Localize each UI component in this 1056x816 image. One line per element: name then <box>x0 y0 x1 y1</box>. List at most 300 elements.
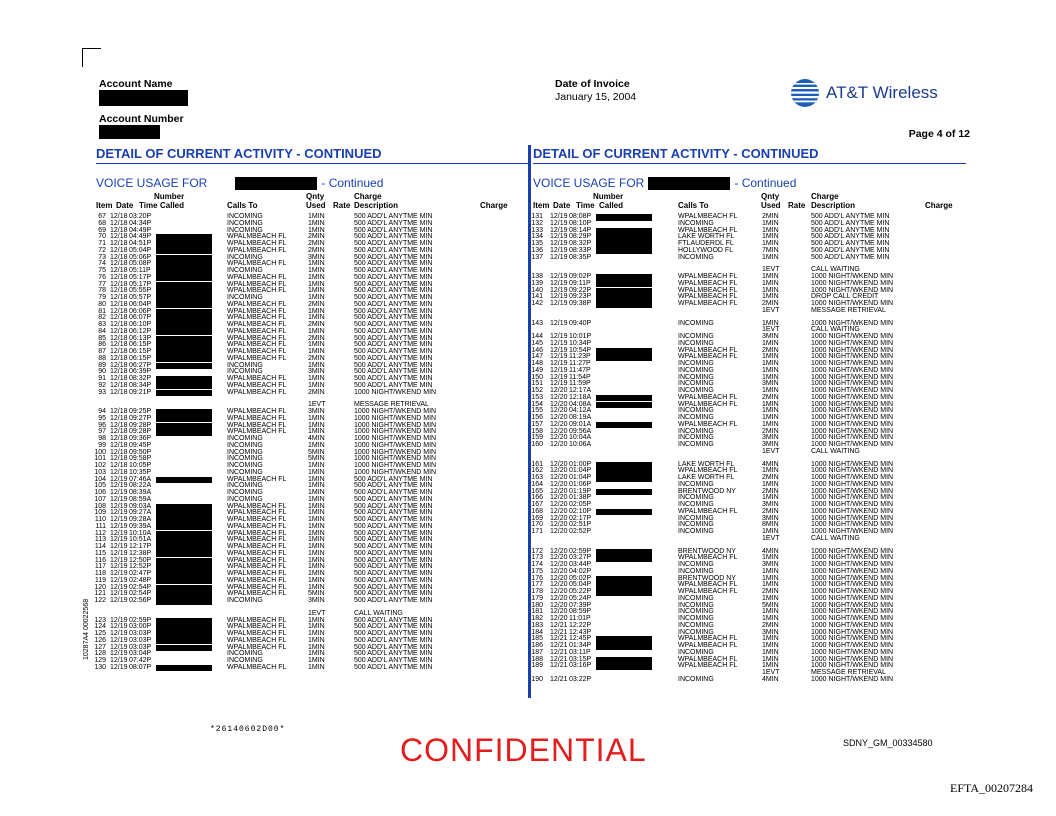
number-redaction <box>156 322 212 329</box>
charge-description: 500 ADD'L ANYTME MIN <box>811 213 890 220</box>
item-number: 71 <box>98 240 106 247</box>
number-redaction <box>156 558 212 565</box>
call-date: 12/18 <box>110 341 128 349</box>
calls-to: INCOMING <box>678 319 714 327</box>
qnty-used: 1EVT <box>308 401 326 409</box>
qnty-used: 5MIN <box>308 590 325 598</box>
barcode-text: *26140602D00* <box>210 725 286 734</box>
calls-to: WPALMBEACH FL <box>227 334 287 342</box>
call-row <box>533 650 966 657</box>
charge-description: 1000 NIGHT/WKEND MIN <box>811 487 894 495</box>
charge-description: 500 ADD'L ANYTME MIN <box>354 233 433 241</box>
col-number-top: Number <box>593 192 624 201</box>
calls-to: WPALMBEACH FL <box>227 509 287 517</box>
call-row <box>533 435 966 442</box>
call-row <box>533 422 966 429</box>
call-row <box>533 429 966 436</box>
call-time: 09:40P <box>569 319 592 327</box>
qnty-used: 1MIN <box>308 576 325 584</box>
calls-to: INCOMING <box>678 494 714 502</box>
qnty-used: 1MIN <box>308 556 325 564</box>
call-date: 12/19 <box>550 213 568 220</box>
call-date: 12/18 <box>110 435 128 442</box>
charge-description: 500 ADD'L ANYTME MIN <box>811 246 890 254</box>
col-charge-top: Charge <box>811 192 839 201</box>
item-number: 120 <box>94 583 106 591</box>
qnty-used: 1MIN <box>762 233 779 241</box>
voice-usage-suffix: - Continued <box>734 176 797 190</box>
call-time: 08:59A <box>129 495 152 503</box>
calls-to: INCOMING <box>678 561 714 568</box>
charge-description: 1000 NIGHT/WKEND MIN <box>354 435 437 442</box>
number-redaction <box>596 509 652 516</box>
qnty-used: 1MIN <box>762 293 779 301</box>
qnty-used: 2MIN <box>762 427 779 435</box>
calls-to: WPALMBEACH FL <box>227 273 287 281</box>
charge-description: 500 ADD'L ANYTME MIN <box>354 549 433 557</box>
item-number: 177 <box>531 581 543 589</box>
item-number: 114 <box>94 543 106 550</box>
qnty-used: 1MIN <box>308 213 325 220</box>
number-redaction <box>596 234 652 241</box>
number-redaction <box>596 643 652 650</box>
qnty-used: 1MIN <box>762 574 779 582</box>
qnty-used: 1MIN <box>308 616 325 624</box>
call-list-left <box>96 214 529 672</box>
call-date: 12/20 <box>550 601 568 609</box>
qnty-used: 1MIN <box>762 373 779 381</box>
qnty-used: 1MIN <box>762 273 779 280</box>
number-redaction <box>596 395 652 402</box>
qnty-used: 2MIN <box>762 621 779 629</box>
charge-description: 1000 NIGHT/WKEND MIN <box>811 675 894 683</box>
call-date: 12/19 <box>550 286 568 294</box>
call-time: 09:45P <box>129 441 152 449</box>
charge-description: 500 ADD'L ANYTME MIN <box>354 650 433 658</box>
item-number: 169 <box>531 514 543 522</box>
item-number: 128 <box>94 650 106 658</box>
call-row <box>533 308 966 315</box>
call-row <box>533 616 966 623</box>
call-time: 02:05P <box>569 501 592 508</box>
calls-to: INCOMING <box>678 380 714 388</box>
calls-to: WPALMBEACH FL <box>678 213 738 220</box>
call-row <box>533 549 966 556</box>
call-time: 10:05P <box>129 462 152 469</box>
item-number: 122 <box>94 597 106 604</box>
item-number: 73 <box>98 253 106 261</box>
charge-description: 500 ADD'L ANYTME MIN <box>354 529 433 537</box>
call-date: 12/20 <box>550 528 568 535</box>
charge-description: 1000 NIGHT/WKEND MIN <box>811 642 894 649</box>
item-number: 161 <box>531 460 543 468</box>
col-qnty: Qnty <box>761 192 780 201</box>
qnty-used: 2MIN <box>762 300 779 307</box>
qnty-used: 3MIN <box>308 253 325 261</box>
qnty-used: 1MIN <box>762 467 779 475</box>
col-description: Description <box>811 201 856 210</box>
call-row <box>533 228 966 235</box>
call-time: 09:11P <box>569 279 591 287</box>
calls-to: WPALMBEACH FL <box>678 642 738 649</box>
call-time: 01:38P <box>569 494 592 502</box>
call-time: 08:29P <box>569 233 592 241</box>
call-time: 09:01A <box>569 420 592 428</box>
call-row <box>533 375 966 382</box>
item-number: 182 <box>531 615 543 622</box>
call-time: 06:15P <box>129 348 152 355</box>
qnty-used: 2MIN <box>308 321 325 328</box>
charge-description: MESSAGE RETRIEVAL <box>811 306 886 314</box>
call-date: 12/19 <box>110 529 128 537</box>
number-redaction <box>156 423 212 430</box>
call-date: 12/18 <box>110 428 128 436</box>
call-row <box>533 589 966 596</box>
calls-to: INCOMING <box>678 567 714 575</box>
call-date: 12/20 <box>550 434 568 442</box>
call-date: 12/18 <box>110 334 128 342</box>
number-redaction <box>156 638 212 645</box>
qnty-used: 1MIN <box>762 414 779 421</box>
charge-description: 1000 NIGHT/WKEND MIN <box>811 501 894 508</box>
number-redaction <box>156 315 212 322</box>
call-time: 08:35P <box>569 253 592 261</box>
item-number: 148 <box>531 360 543 367</box>
qnty-used: 1MIN <box>308 462 325 469</box>
item-number: 180 <box>531 601 543 609</box>
calls-to: INCOMING <box>227 650 263 658</box>
charge-description: 500 ADD'L ANYTME MIN <box>811 233 890 241</box>
qnty-used: 1MIN <box>308 361 325 369</box>
calls-to: WPALMBEACH FL <box>227 414 287 422</box>
item-number: 176 <box>531 574 543 582</box>
call-time: 03:03P <box>129 630 152 637</box>
calls-to: WPALMBEACH FL <box>227 643 287 651</box>
item-number: 158 <box>531 427 543 435</box>
number-redaction <box>156 255 212 262</box>
qnty-used: 1MIN <box>308 583 325 591</box>
call-date: 12/18 <box>110 219 128 227</box>
qnty-used: 1MIN <box>308 549 325 557</box>
item-number: 146 <box>531 346 543 354</box>
col-item: Item <box>533 201 550 210</box>
number-redaction <box>156 504 212 511</box>
item-number: 86 <box>98 341 106 349</box>
call-date: 12/19 <box>110 556 128 564</box>
call-date: 12/20 <box>550 514 568 522</box>
call-time: 03:03P <box>129 636 152 644</box>
charge-description: 1000 NIGHT/WKEND MIN <box>354 455 437 463</box>
qnty-used: 1MIN <box>308 536 325 544</box>
call-date: 12/20 <box>550 387 568 394</box>
charge-description: 1000 NIGHT/WKEND MIN <box>354 428 437 436</box>
call-date: 12/19 <box>550 366 568 374</box>
charge-description: 500 ADD'L ANYTME MIN <box>354 361 433 369</box>
charge-description: 500 ADD'L ANYTME MIN <box>354 246 433 254</box>
charge-description: 500 ADD'L ANYTME MIN <box>354 495 433 503</box>
calls-to: WPALMBEACH FL <box>678 293 738 301</box>
call-time: 01:00P <box>569 460 592 468</box>
col-charge: Charge <box>480 201 508 210</box>
call-time: 02:52P <box>569 528 592 535</box>
call-date: 12/19 <box>110 563 128 571</box>
calls-to: WPALMBEACH FL <box>678 420 738 428</box>
call-date: 12/19 <box>110 583 128 591</box>
voice-usage-heading <box>96 176 529 190</box>
qnty-used: 3MIN <box>762 628 779 636</box>
charge-description: 1000 NIGHT/WKEND MIN <box>811 561 894 568</box>
item-number: 89 <box>98 361 106 369</box>
calls-to: WPALMBEACH FL <box>227 583 287 591</box>
call-row <box>533 670 966 677</box>
qnty-used: 2MIN <box>762 487 779 495</box>
calls-to: INCOMING <box>678 480 714 488</box>
call-date: 12/19 <box>110 543 128 550</box>
call-time: 06:15P <box>129 341 152 349</box>
call-row <box>533 288 966 295</box>
charge-description: 1000 NIGHT/WKEND MIN <box>811 594 894 602</box>
qnty-used: 1MIN <box>308 475 325 483</box>
calls-to: INCOMING <box>678 441 714 448</box>
qnty-used: 3MIN <box>308 368 325 376</box>
item-number: 110 <box>94 516 106 523</box>
charge-description: 1000 NIGHT/WKEND MIN <box>811 628 894 636</box>
call-date: 12/18 <box>110 388 128 396</box>
number-redaction <box>156 551 212 558</box>
item-number: 189 <box>531 662 543 670</box>
charge-description: 500 ADD'L ANYTME MIN <box>354 590 433 598</box>
qnty-used: 1MIN <box>308 219 325 227</box>
item-number: 138 <box>531 273 543 280</box>
item-number: 185 <box>531 635 543 643</box>
qnty-used: 1MIN <box>762 642 779 649</box>
qnty-used: 1MIN <box>762 400 779 408</box>
call-row <box>533 395 966 402</box>
calls-to: INCOMING <box>227 368 263 376</box>
calls-to: WPALMBEACH FL <box>227 563 287 571</box>
number-redaction <box>156 531 212 538</box>
item-number: 99 <box>98 441 106 449</box>
call-time: 01:04P <box>569 467 592 475</box>
number-redaction <box>596 468 652 475</box>
item-number: 147 <box>531 353 543 361</box>
call-date: 12/18 <box>110 414 128 422</box>
call-time: 03:03P <box>129 643 152 651</box>
number-redaction <box>596 294 652 301</box>
item-number: 116 <box>94 556 106 564</box>
qnty-used: 1EVT <box>762 447 780 455</box>
call-row <box>533 516 966 523</box>
call-date: 12/19 <box>550 319 568 327</box>
calls-to: INCOMING <box>227 213 263 220</box>
number-redaction <box>156 618 212 625</box>
number-redaction <box>596 422 652 429</box>
call-time: 12:50P <box>129 556 152 564</box>
call-row <box>533 636 966 643</box>
call-time: 08:07P <box>129 663 152 671</box>
item-number: 113 <box>94 536 106 544</box>
call-time: 04:02P <box>569 567 592 575</box>
call-row <box>533 241 966 248</box>
call-time: 10:35P <box>129 468 152 476</box>
calls-to: WPALMBEACH FL <box>227 543 287 550</box>
calls-to: INCOMING <box>678 427 714 435</box>
call-time: 08:32P <box>569 240 592 247</box>
charge-description: 1000 NIGHT/WKEND MIN <box>811 528 894 535</box>
charge-description: 1000 NIGHT/WKEND MIN <box>354 388 437 396</box>
calls-to: INCOMING <box>227 226 263 234</box>
call-row <box>96 665 529 672</box>
calls-to: INCOMING <box>227 267 263 274</box>
calls-to: INCOMING <box>678 339 714 347</box>
number-redaction <box>156 383 212 390</box>
col-calls-to: Calls To <box>227 201 258 210</box>
call-row <box>533 281 966 288</box>
charge-description: 1000 NIGHT/WKEND MIN <box>811 339 894 347</box>
number-redaction <box>156 241 212 248</box>
calls-to: INCOMING <box>678 434 714 442</box>
call-time: 05:02P <box>569 574 592 582</box>
call-time: 12:17A <box>569 387 592 394</box>
item-number: 186 <box>531 642 543 649</box>
charge-description: 1000 NIGHT/WKEND MIN <box>811 480 894 488</box>
call-date: 12/18 <box>110 455 128 463</box>
call-row <box>533 234 966 241</box>
calls-to: WPALMBEACH FL <box>678 588 738 595</box>
call-time: 08:34P <box>129 381 152 389</box>
qnty-used: 1MIN <box>762 635 779 643</box>
call-time: 05:17P <box>129 273 152 281</box>
number-redaction <box>596 555 652 562</box>
item-number: 77 <box>98 280 106 288</box>
account-name-label: Account Name <box>99 78 173 90</box>
invoice-date: January 15, 2004 <box>555 91 637 103</box>
calls-to: WPALMBEACH FL <box>227 246 287 254</box>
item-number: 123 <box>94 616 106 624</box>
call-row <box>533 462 966 469</box>
calls-to: WPALMBEACH FL <box>227 341 287 349</box>
item-number: 108 <box>94 502 106 510</box>
item-number: 69 <box>98 226 106 234</box>
call-row <box>533 596 966 603</box>
qnty-used: 1MIN <box>308 502 325 510</box>
account-name-redaction <box>99 90 188 106</box>
call-row <box>533 643 966 650</box>
qnty-used: 1MIN <box>308 375 325 382</box>
item-number: 100 <box>94 448 106 456</box>
calls-to: INCOMING <box>227 448 263 456</box>
item-number: 82 <box>98 314 106 322</box>
calls-to: INCOMING <box>678 675 714 683</box>
qnty-used: 2MIN <box>308 354 325 362</box>
qnty-used: 1MIN <box>762 319 779 327</box>
call-time: 02:54P <box>129 583 152 591</box>
call-row <box>533 341 966 348</box>
charge-description: 1000 NIGHT/WKEND MIN <box>811 615 894 622</box>
charge-description: 1000 NIGHT/WKEND MIN <box>811 648 894 656</box>
call-date: 12/20 <box>550 594 568 602</box>
call-time: 05:04P <box>129 246 152 254</box>
call-date: 12/20 <box>550 460 568 468</box>
calls-to: BRENTWOOD NY <box>678 547 736 555</box>
section-title: DETAIL OF CURRENT ACTIVITY - CONTINUED <box>96 145 529 164</box>
item-number: 144 <box>531 333 543 340</box>
call-date: 12/20 <box>550 588 568 595</box>
call-time: 08:10P <box>569 219 592 227</box>
call-row <box>533 609 966 616</box>
call-time: 02:59P <box>129 616 152 624</box>
item-number: 143 <box>531 319 543 327</box>
qnty-used: 1MIN <box>762 387 779 394</box>
call-time: 09:23P <box>569 293 592 301</box>
charge-description: 500 ADD'L ANYTME MIN <box>354 287 433 295</box>
item-number: 88 <box>98 354 106 362</box>
table-header-right <box>533 192 966 214</box>
call-time: 04:08A <box>569 400 592 408</box>
qnty-used: 1MIN <box>762 528 779 535</box>
number-redaction <box>156 544 212 551</box>
qnty-used: 1MIN <box>762 567 779 575</box>
charge-description: 1000 NIGHT/WKEND MIN <box>354 421 437 429</box>
call-time: 09:39A <box>129 522 152 530</box>
call-time: 12:38P <box>129 549 152 557</box>
call-row <box>533 536 966 543</box>
call-time: 09:36P <box>129 435 152 442</box>
qnty-used: 1MIN <box>762 494 779 502</box>
call-date: 12/20 <box>550 507 568 515</box>
charge-description: 500 ADD'L ANYTME MIN <box>354 213 433 220</box>
call-row <box>533 657 966 664</box>
item-number: 118 <box>94 570 106 577</box>
call-date: 12/19 <box>110 516 128 523</box>
qnty-used: 1MIN <box>308 314 325 322</box>
call-date: 12/21 <box>550 635 568 643</box>
calls-to: WPALMBEACH FL <box>227 663 287 671</box>
call-date: 12/18 <box>110 253 128 261</box>
charge-description: 500 ADD'L ANYTME MIN <box>354 341 433 349</box>
call-row <box>533 502 966 509</box>
call-date: 12/19 <box>110 597 128 604</box>
charge-description: 1000 NIGHT/WKEND MIN <box>811 407 894 415</box>
item-number: 67 <box>98 213 106 220</box>
qnty-used: 1MIN <box>308 267 325 274</box>
voice-usage-prefix: VOICE USAGE FOR <box>96 176 208 190</box>
number-redaction <box>156 376 212 383</box>
item-number: 142 <box>531 300 543 307</box>
subscriber-redaction <box>648 177 730 190</box>
call-time: 09:27A <box>129 509 152 517</box>
number-redaction <box>596 576 652 583</box>
charge-description: 1000 NIGHT/WKEND MIN <box>354 414 437 422</box>
charge-description: 500 ADD'L ANYTME MIN <box>354 489 433 496</box>
charge-description: 1000 NIGHT/WKEND MIN <box>811 514 894 522</box>
calls-to: WPALMBEACH FL <box>678 346 738 354</box>
call-date: 12/18 <box>110 280 128 288</box>
charge-description: 500 ADD'L ANYTME MIN <box>354 348 433 355</box>
call-date: 12/19 <box>550 373 568 381</box>
calls-to: WPALMBEACH FL <box>227 421 287 429</box>
call-time: 09:22P <box>569 286 592 294</box>
call-time: 09:21P <box>129 388 152 396</box>
call-date: 12/19 <box>110 590 128 598</box>
call-row <box>533 214 966 221</box>
call-date: 12/18 <box>110 441 128 449</box>
qnty-used: 4MIN <box>308 435 325 442</box>
call-date: 12/19 <box>110 623 128 631</box>
item-number: 130 <box>94 663 106 671</box>
qnty-used: 1MIN <box>762 240 779 247</box>
call-date: 12/18 <box>110 348 128 355</box>
